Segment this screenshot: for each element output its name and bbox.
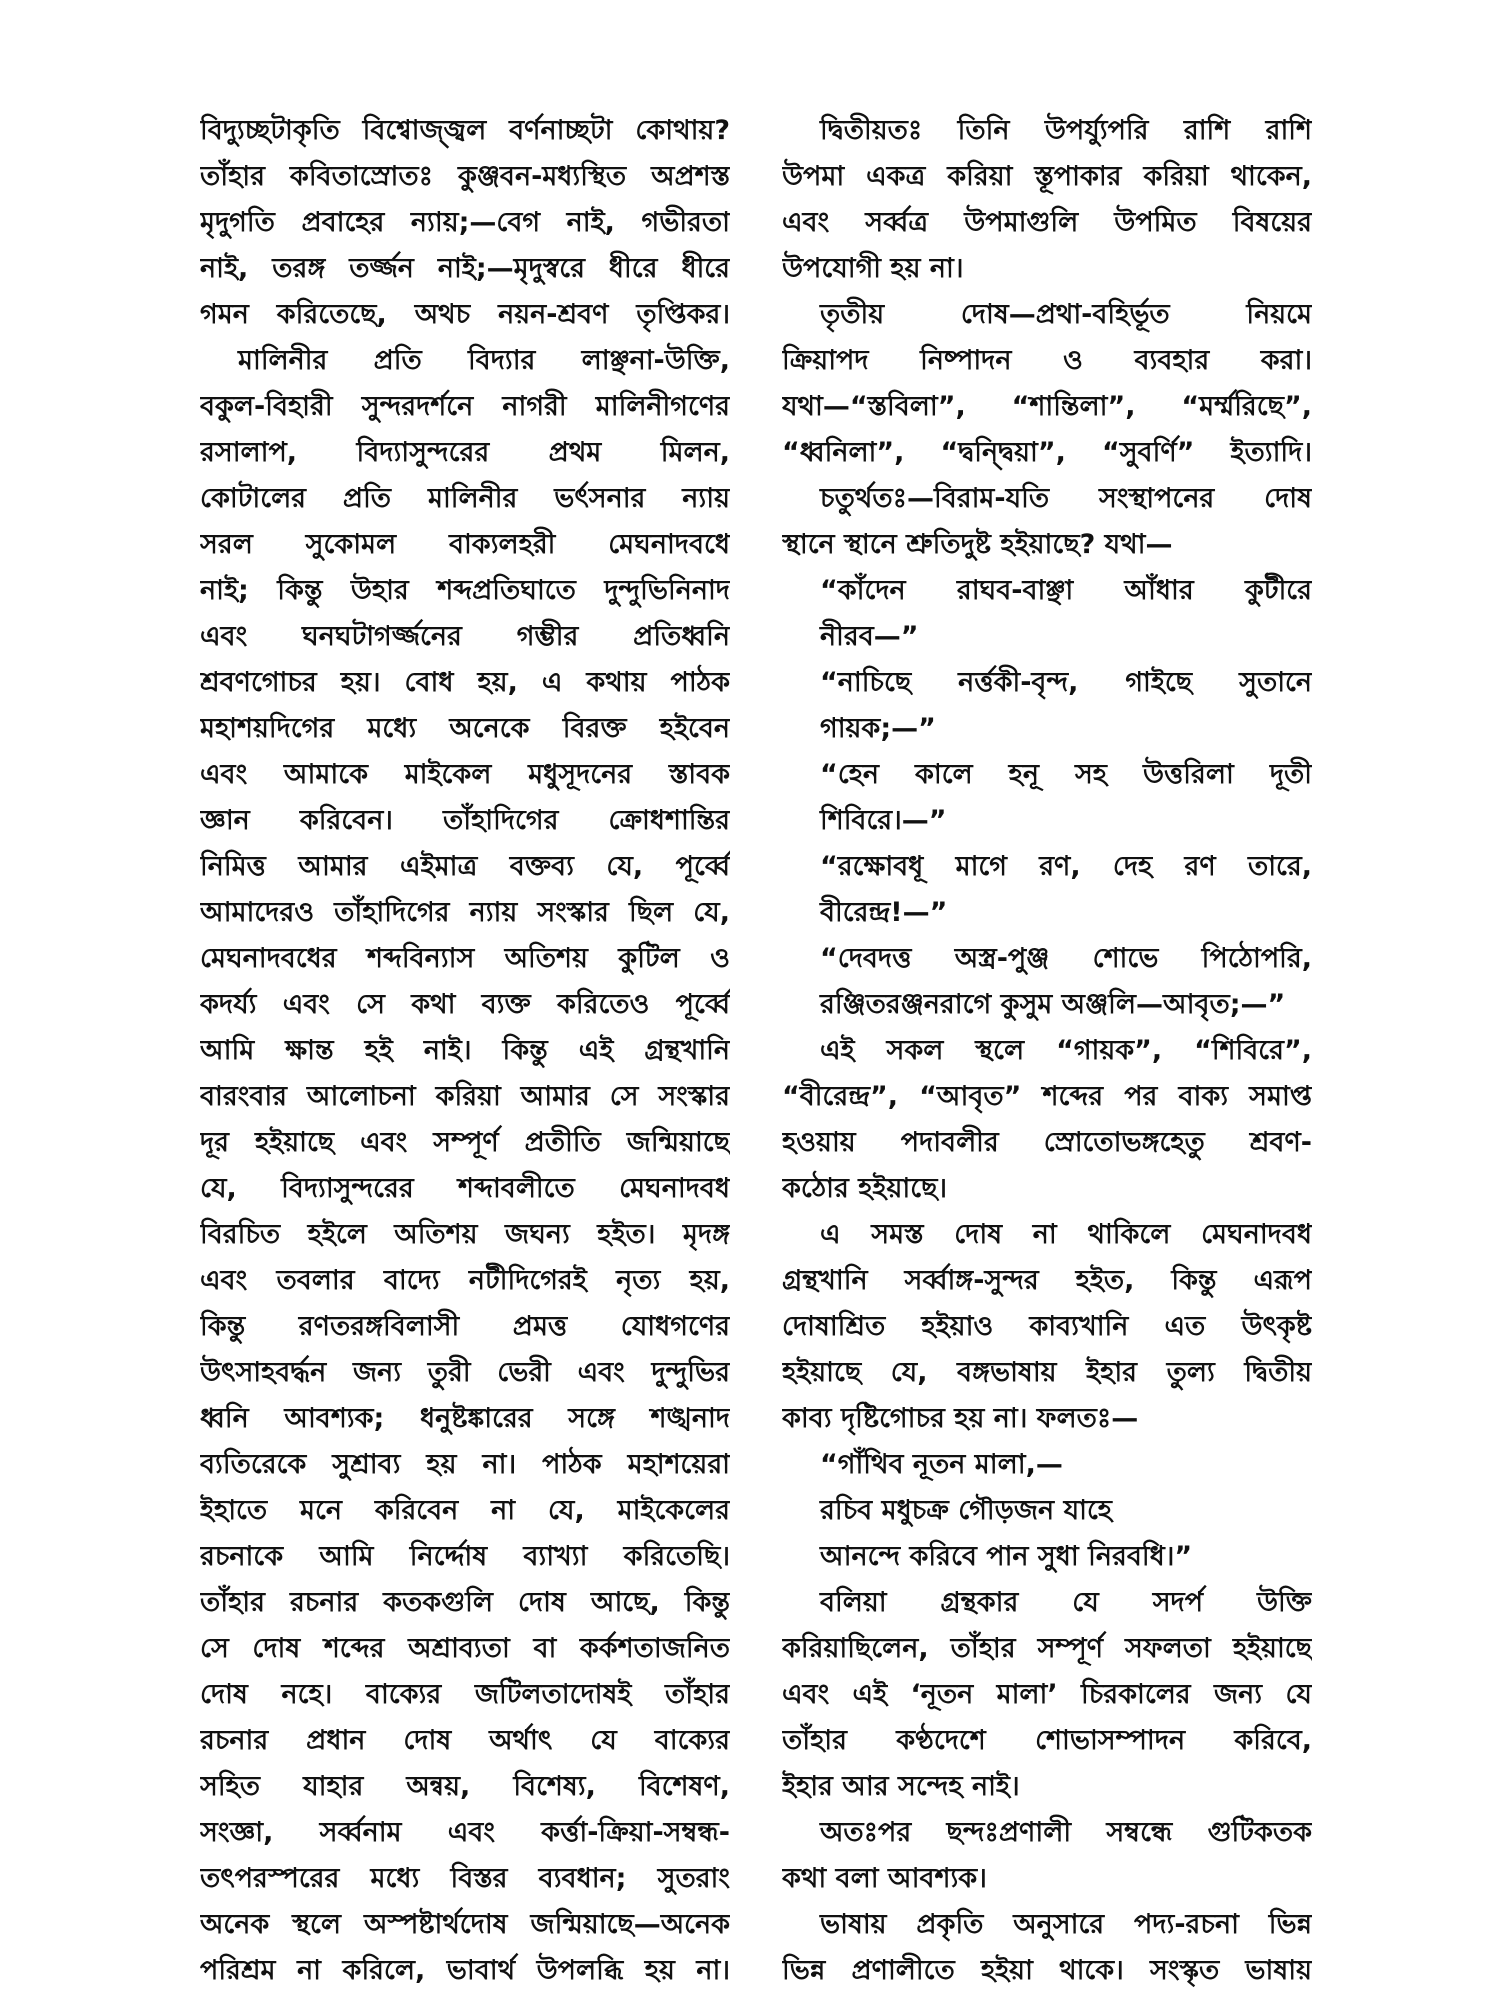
- text-line: বিদ্যুচ্ছটাকৃতি বিশ্বোজ্জ্বল বর্ণনাচ্ছটা কোথায়?: [200, 115, 730, 146]
- text-line: তাঁহার রচনার কতকগুলি দোষ আছে, কিন্তু: [200, 1587, 730, 1618]
- text-line: গ্রন্থখানি সর্ব্বাঙ্গ-সুন্দর হইত, কিন্তু এরূপ: [782, 1265, 1312, 1296]
- text-line: এই সকল স্থলে “গায়ক”, “শিবিরে”,: [820, 1035, 1312, 1066]
- text-line: হওয়ায় পদাবলীর স্রোতোভঙ্গহেতু শ্রবণ-: [782, 1127, 1312, 1158]
- text-line: যে, বিদ্যাসুন্দরের শব্দাবলীতে মেঘনাদবধ: [200, 1173, 730, 1204]
- text-line: এবং সর্ব্বত্র উপমাগুলি উপমিত বিষয়ের: [782, 207, 1312, 238]
- text-line: আমাদেরও তাঁহাদিগের ন্যায় সংস্কার ছিল যে,: [200, 897, 730, 928]
- text-line: মালিনীর প্রতি বিদ্যার লাঞ্ছনা-উক্তি,: [238, 345, 730, 376]
- text-line: কোটালের প্রতি মালিনীর ভর্ৎসনার ন্যায়: [200, 483, 730, 514]
- text-line: কিন্তু রণতরঙ্গবিলাসী প্রমত্ত যোধগণের: [200, 1311, 730, 1342]
- text-line: ভাষায় প্রকৃতি অনুসারে পদ্য-রচনা ভিন্ন: [820, 1909, 1312, 1940]
- left-text-column: [200, 108, 730, 1994]
- text-line: তাঁহার কবিতাস্রোতঃ কুঞ্জবন-মধ্যস্থিত অপ্রশস্ত: [200, 161, 730, 192]
- text-line: কদর্য্য এবং সে কথা ব্যক্ত করিতেও পূর্ব্বে: [200, 989, 730, 1020]
- text-line: অনেক স্থলে অস্পষ্টার্থদোষ জন্মিয়াছে—অনেক: [200, 1909, 730, 1940]
- verse-line: রচিব মধুচক্র গৌড়জন যাহে: [820, 1495, 1112, 1526]
- text-line: সংজ্ঞা, সর্ব্বনাম এবং কর্ত্তা-ক্রিয়া-সম্বন্ধ-: [200, 1817, 730, 1848]
- text-line: “ধ্বনিলা”, “দ্বন্দ্বিয়া”, “সুবর্ণি” ইত্যাদি।: [782, 437, 1312, 468]
- text-line: ইহার আর সন্দেহ নাই।: [782, 1771, 1020, 1802]
- verse-line: “হেন কালে হনূ সহ উত্তরিলা দূতী: [820, 759, 1312, 790]
- text-line: রচনার প্রধান দোষ অর্থাৎ যে বাক্যের: [200, 1725, 730, 1756]
- text-line: মৃদুগতি প্রবাহের ন্যায়;—বেগ নাই, গভীরতা: [200, 207, 730, 238]
- text-line: ব্যতিরেকে সুশ্রাব্য হয় না। পাঠক মহাশয়েরা: [200, 1449, 730, 1480]
- text-line: এবং এই ‘নূতন মালা’ চিরকালের জন্য যে: [782, 1679, 1312, 1710]
- text-line: দ্বিতীয়তঃ তিনি উপর্য্যুপরি রাশি রাশি: [820, 115, 1312, 146]
- text-line: অতঃপর ছন্দঃপ্রণালী সম্বন্ধে গুটিকতক: [820, 1817, 1312, 1848]
- text-line: তাঁহার কণ্ঠদেশে শোভাসম্পাদন করিবে,: [782, 1725, 1312, 1756]
- text-line: ইহাতে মনে করিবেন না যে, মাইকেলের: [200, 1495, 730, 1526]
- text-line: আমি ক্ষান্ত হই নাই। কিন্তু এই গ্রন্থখানি: [200, 1035, 730, 1066]
- text-line: ধ্বনি আবশ্যক; ধনুষ্টঙ্কারের সঙ্গে শঙ্খনাদ: [200, 1403, 730, 1434]
- text-line: দূর হইয়াছে এবং সম্পূর্ণ প্রতীতি জন্মিয়াছে: [200, 1127, 730, 1158]
- text-line: যথা—“স্তবিলা”, “শান্তিলা”, “মর্ম্মরিছে”,: [782, 391, 1312, 422]
- text-line: উপমা একত্র করিয়া স্তূপাকার করিয়া থাকেন,: [782, 161, 1312, 192]
- text-line: এ সমস্ত দোষ না থাকিলে মেঘনাদবধ: [820, 1219, 1312, 1250]
- text-line: তৎপরস্পরের মধ্যে বিস্তর ব্যবধান; সুতরাং: [200, 1863, 730, 1894]
- text-line: দোষাশ্রিত হইয়াও কাব্যখানি এত উৎকৃষ্ট: [782, 1311, 1312, 1342]
- verse-line: বীরেন্দ্র!—”: [820, 897, 948, 928]
- text-line: রচনাকে আমি নির্দ্দোষ ব্যাখ্যা করিতেছি।: [200, 1541, 730, 1572]
- text-line: নাই; কিন্তু উহার শব্দপ্রতিঘাতে দুন্দুভিনিনাদ: [200, 575, 730, 606]
- text-line: এবং তবলার বাদ্যে নটীদিগেরই নৃত্য হয়,: [200, 1265, 730, 1296]
- text-line: উপযোগী হয় না।: [782, 253, 964, 284]
- verse-line: গায়ক;—”: [820, 713, 936, 744]
- text-line: শ্রবণগোচর হয়। বোধ হয়, এ কথায় পাঠক: [200, 667, 730, 698]
- text-line: এবং ঘনঘটাগর্জ্জনের গম্ভীর প্রতিধ্বনি: [200, 621, 730, 652]
- verse-line: “নাচিছে নর্ত্তকী-বৃন্দ, গাইছে সুতানে: [820, 667, 1312, 698]
- text-line: মেঘনাদবধের শব্দবিন্যাস অতিশয় কুটিল ও: [200, 943, 730, 974]
- text-line: স্থানে স্থানে শ্রুতিদুষ্ট হইয়াছে? যথা—: [782, 529, 1173, 560]
- right-text-column: [782, 108, 1312, 1994]
- text-line: তৃতীয় দোষ—প্রথা-বহির্ভূত নিয়মে: [820, 299, 1312, 330]
- text-line: কাব্য দৃষ্টিগোচর হয় না। ফলতঃ—: [782, 1403, 1139, 1434]
- verse-line: “দেবদত্ত অস্ত্র-পুঞ্জ শোভে পিঠোপরি,: [820, 943, 1312, 974]
- text-line: সে দোষ শব্দের অশ্রাব্যতা বা কর্কশতাজনিত: [200, 1633, 730, 1664]
- text-line: কথা বলা আবশ্যক।: [782, 1863, 987, 1894]
- text-line: দোষ নহে। বাক্যের জটিলতাদোষই তাঁহার: [200, 1679, 730, 1710]
- text-line: বকুল-বিহারী সুন্দরদর্শনে নাগরী মালিনীগণের: [200, 391, 730, 422]
- text-line: গমন করিতেছে, অথচ নয়ন-শ্রবণ তৃপ্তিকর।: [200, 299, 730, 330]
- text-line: সহিত যাহার অন্বয়, বিশেষ্য, বিশেষণ,: [200, 1771, 730, 1802]
- text-line: জ্ঞান করিবেন। তাঁহাদিগের ক্রোধশান্তির: [200, 805, 730, 836]
- verse-line: “কাঁদেন রাঘব-বাঞ্ছা আঁধার কুটীরে: [820, 575, 1312, 606]
- verse-line: রঞ্জিতরঞ্জনরাগে কুসুম অঞ্জলি—আবৃত;—”: [820, 989, 1286, 1020]
- verse-line: শিবিরে।—”: [820, 805, 947, 836]
- text-line: নাই, তরঙ্গ তর্জ্জন নাই;—মৃদুস্বরে ধীরে ধীরে: [200, 253, 730, 284]
- text-line: করিয়াছিলেন, তাঁহার সম্পূর্ণ সফলতা হইয়াছে: [782, 1633, 1312, 1664]
- text-line: চতুর্থতঃ—বিরাম-যতি সংস্থাপনের দোষ: [820, 483, 1312, 514]
- text-line: হইয়াছে যে, বঙ্গভাষায় ইহার তুল্য দ্বিতীয়: [782, 1357, 1312, 1388]
- verse-line: “গাঁথিব নূতন মালা,—: [820, 1449, 1063, 1480]
- text-line: রসালাপ, বিদ্যাসুন্দরের প্রথম মিলন,: [200, 437, 730, 468]
- text-line: মহাশয়দিগের মধ্যে অনেকে বিরক্ত হইবেন: [200, 713, 730, 744]
- text-line: ক্রিয়াপদ নিষ্পাদন ও ব্যবহার করা।: [782, 345, 1312, 376]
- verse-line: আনন্দে করিবে পান সুধা নিরবধি।”: [820, 1541, 1193, 1572]
- verse-line: “রক্ষোবধূ মাগে রণ, দেহ রণ তারে,: [820, 851, 1312, 882]
- text-line: সরল সুকোমল বাক্যলহরী মেঘনাদবধে: [200, 529, 730, 560]
- text-line: “বীরেন্দ্র”, “আবৃত” শব্দের পর বাক্য সমাপ্ত: [782, 1081, 1312, 1112]
- text-line: ভিন্ন প্রণালীতে হইয়া থাকে। সংস্কৃত ভাষায়: [782, 1955, 1312, 1986]
- text-line: বারংবার আলোচনা করিয়া আমার সে সংস্কার: [200, 1081, 730, 1112]
- text-line: পরিশ্রম না করিলে, ভাবার্থ উপলব্ধি হয় না।: [200, 1955, 730, 1986]
- verse-line: নীরব—”: [820, 621, 919, 652]
- text-line: বলিয়া গ্রন্থকার যে সদর্প উক্তি: [820, 1587, 1312, 1618]
- text-line: উৎসাহবর্দ্ধন জন্য তুরী ভেরী এবং দুন্দুভির: [200, 1357, 730, 1388]
- text-line: নিমিত্ত আমার এইমাত্র বক্তব্য যে, পূর্ব্বে: [200, 851, 730, 882]
- text-line: কঠোর হইয়াছে।: [782, 1173, 948, 1204]
- text-line: এবং আমাকে মাইকেল মধুসূদনের স্তাবক: [200, 759, 730, 790]
- text-line: বিরচিত হইলে অতিশয় জঘন্য হইত। মৃদঙ্গ: [200, 1219, 730, 1250]
